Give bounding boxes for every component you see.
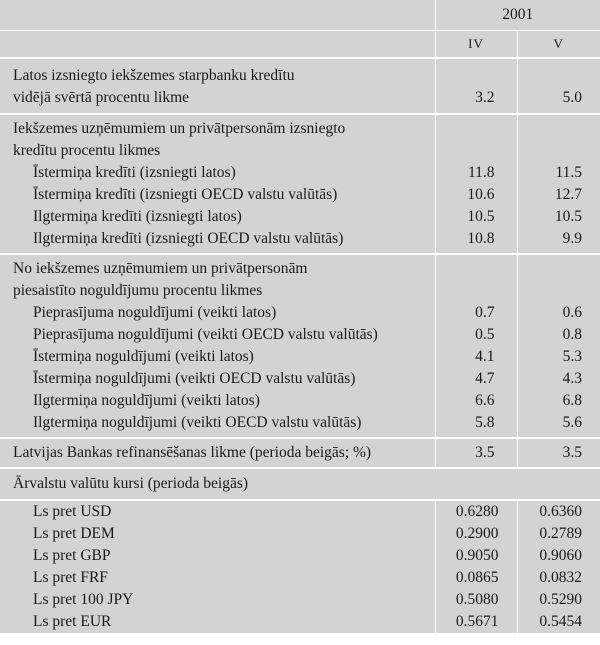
fx-row-value-1: 0.5080 [435, 589, 517, 611]
deposit-row-value-2: 4.3 [517, 368, 600, 390]
loan-row-value-1: 11.8 [435, 162, 517, 184]
deposit-row-label: Ilgtermiņa noguldījumi (veikti latos) [33, 392, 260, 409]
loan-row-value-1: 10.5 [435, 206, 517, 228]
header-blank-cell [0, 30, 435, 58]
loan-row-value-2: 9.9 [517, 228, 600, 254]
deposit-row-value-1: 0.5 [435, 324, 517, 346]
refinancing-value-1: 3.5 [435, 438, 517, 468]
fx-row-label: Ls pret 100 JPY [33, 591, 134, 608]
loan-row-label: Īstermiņa kredīti (izsniegti OECD valstu valūtās) [33, 186, 338, 203]
table-row [0, 162, 600, 184]
refinancing-label: Latvijas Bankas refinansēšanas likme (perioda beigās; %) [0, 438, 435, 468]
fx-row-value-2: 0.5290 [517, 589, 600, 611]
table-row [0, 589, 600, 611]
loan-row-label: Ilgtermiņa kredīti (izsniegti latos) [33, 208, 242, 225]
fx-row-value-2: 0.0832 [517, 567, 600, 589]
deposit-row-value-1: 4.1 [435, 346, 517, 368]
fx-row-value-1: 0.5671 [435, 611, 517, 633]
fx-row-value-2: 0.6360 [517, 500, 600, 523]
loans-heading-row-2 [0, 140, 600, 162]
table-row [0, 184, 600, 206]
table-row [0, 346, 600, 368]
deposit-row-label: Ilgtermiņa noguldījumi (veikti OECD valstu valūtās) [33, 414, 362, 431]
header-blank-cell [0, 0, 435, 30]
deposit-row-value-2: 0.6 [517, 302, 600, 324]
header-year-row [0, 0, 600, 30]
fx-row-value-1: 0.0865 [435, 567, 517, 589]
header-year: 2001 [435, 0, 600, 30]
deposit-row-label: Pieprasījuma noguldījumi (veikti OECD valstu valūtās) [33, 326, 378, 343]
header-month-1: IV [435, 30, 517, 58]
deposit-row-value-1: 4.7 [435, 368, 517, 390]
interbank-value-1: 3.2 [435, 87, 517, 114]
fx-row-value-2: 0.9060 [517, 545, 600, 567]
deposit-row-value-2: 5.6 [517, 412, 600, 438]
fx-row-value-1: 0.6280 [435, 500, 517, 523]
deposit-row-label: Īstermiņa noguldījumi (veikti latos) [33, 348, 254, 365]
fx-row-label: Ls pret EUR [33, 613, 112, 630]
table-row [0, 324, 600, 346]
loan-row-value-2: 12.7 [517, 184, 600, 206]
table-row [0, 611, 600, 633]
fx-heading-row [0, 468, 600, 500]
deposits-heading-row [0, 254, 600, 280]
fx-row-value-1: 0.2900 [435, 523, 517, 545]
table-row [0, 412, 600, 438]
table-row [0, 368, 600, 390]
deposits-heading-row-2 [0, 280, 600, 302]
table-row [0, 500, 600, 523]
header-month-row [0, 30, 600, 58]
table-row [0, 523, 600, 545]
loan-row-value-2: 11.5 [517, 162, 600, 184]
deposits-label-line2: piesaistīto noguldījumu procentu likmes [13, 282, 263, 299]
loans-label-line1: Iekšzemes uzņēmumiem un privātpersonām izsniegto [0, 114, 435, 140]
table-row [0, 545, 600, 567]
deposits-label-line1: No iekšzemes uzņēmumiem un privātpersonām [0, 254, 435, 280]
deposit-row-value-1: 6.6 [435, 390, 517, 412]
deposit-row-value-1: 5.8 [435, 412, 517, 438]
table-row [0, 390, 600, 412]
deposit-row-value-1: 0.7 [435, 302, 517, 324]
loan-row-value-1: 10.6 [435, 184, 517, 206]
deposit-row-label: Īstermiņa noguldījumi (veikti OECD valstu valūtās) [33, 370, 356, 387]
header-month-2: V [517, 30, 600, 58]
interbank-label-row [0, 58, 600, 87]
table-row [0, 302, 600, 324]
table-row [0, 206, 600, 228]
loans-label-line2: kredītu procentu likmes [13, 142, 161, 159]
interbank-value-row [0, 87, 600, 114]
interbank-label-line2: vidējā svērtā procentu likme [13, 89, 190, 106]
refinancing-value-2: 3.5 [517, 438, 600, 468]
refinancing-row [0, 438, 600, 468]
fx-row-label: Ls pret GBP [33, 547, 111, 564]
fx-row-value-1: 0.9050 [435, 545, 517, 567]
loan-row-label: Īstermiņa kredīti (izsniegti latos) [33, 164, 236, 181]
fx-row-label: Ls pret USD [0, 500, 435, 523]
loan-row-label: Ilgtermiņa kredīti (izsniegti OECD valstu valūtās) [33, 230, 344, 247]
fx-row-label: Ls pret DEM [33, 525, 115, 542]
interbank-label-line1: Latos izsniegto iekšzemes starpbanku kredītu [0, 58, 435, 87]
loans-heading-row [0, 114, 600, 140]
deposit-row-value-2: 0.8 [517, 324, 600, 346]
deposit-row-value-2: 6.8 [517, 390, 600, 412]
loan-row-value-2: 10.5 [517, 206, 600, 228]
fx-row-value-2: 0.5454 [517, 611, 600, 633]
fx-row-label: Ls pret FRF [33, 569, 108, 586]
deposit-row-label: Pieprasījuma noguldījumi (veikti latos) [33, 304, 277, 321]
table-row [0, 567, 600, 589]
deposit-row-value-2: 5.3 [517, 346, 600, 368]
fx-heading: Ārvalstu valūtu kursi (perioda beigās) [0, 468, 600, 500]
table-row [0, 228, 600, 254]
interbank-value-2: 5.0 [517, 87, 600, 114]
loan-row-value-1: 10.8 [435, 228, 517, 254]
fx-row-value-2: 0.2789 [517, 523, 600, 545]
